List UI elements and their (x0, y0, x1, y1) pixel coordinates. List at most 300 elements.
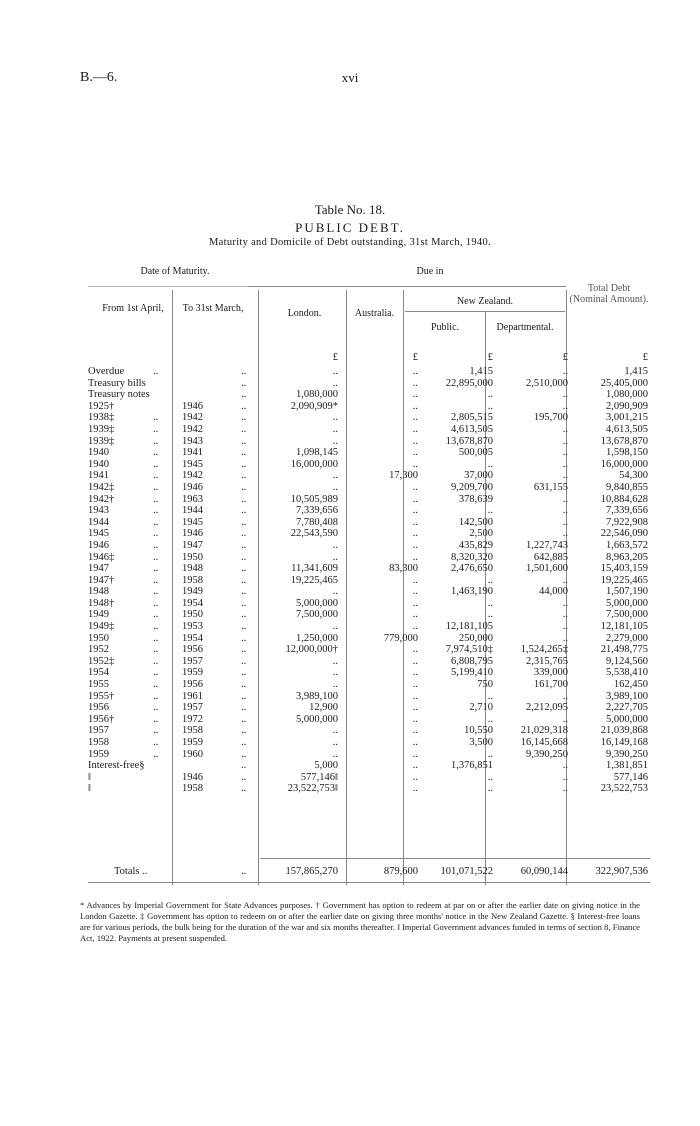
cell-departmental: .. (562, 771, 568, 783)
cell-london: .. (332, 377, 338, 389)
cell-london: 22,543,590 (290, 528, 338, 540)
cell-australia: .. (412, 447, 418, 459)
header-rule-date (88, 286, 248, 287)
cell-from: Treasury bills (88, 377, 146, 389)
cell-departmental: .. (562, 458, 568, 470)
cell-london: .. (332, 481, 338, 493)
cell-australia: 83,300 (389, 563, 418, 575)
table-number: Table No. 18. (314, 202, 386, 217)
cell-from: 1955† (88, 690, 115, 702)
table-row (88, 436, 648, 448)
cell-public: 250,000 (458, 632, 493, 644)
cell-departmental: .. (562, 574, 568, 586)
cell-total: 3,001,215 (606, 412, 648, 424)
cell-public: 1,376,851 (451, 760, 493, 772)
cell-departmental: 339,000 (533, 667, 568, 679)
cell-from: 1948 (88, 586, 109, 598)
cell-d2: .. (241, 423, 247, 435)
table-row (88, 667, 648, 679)
table-row (88, 598, 648, 610)
table-row (88, 494, 648, 506)
cell-d1: .. (153, 423, 159, 435)
cell-public: 750 (477, 679, 493, 691)
cell-public: 2,500 (469, 528, 493, 540)
cell-to: 1946 (182, 481, 203, 493)
cell-london: .. (332, 737, 338, 748)
table-row (88, 389, 648, 401)
cell-d1: .. (153, 458, 159, 470)
cell-from: 1956 (88, 702, 109, 714)
cell-public: 3,500 (469, 737, 493, 748)
cell-to: 1948 (182, 563, 203, 575)
cell-from: 1952‡ (88, 655, 115, 667)
cell-total: 8,963,205 (606, 551, 648, 563)
cell-from: 1947† (88, 574, 115, 586)
cell-public: .. (487, 748, 493, 760)
cell-departmental: 631,155 (533, 481, 568, 493)
cell-departmental: .. (562, 366, 568, 377)
cell-d2: .. (241, 551, 247, 563)
to-heading: To 31st March, (182, 303, 244, 314)
cell-total: 19,225,465 (600, 574, 648, 586)
cell-departmental: .. (562, 400, 568, 412)
cell-from: 1940 (88, 447, 109, 459)
cell-from: 1944 (88, 516, 109, 528)
cell-london: .. (332, 551, 338, 563)
table-row (88, 656, 648, 668)
cell-to: 1942 (182, 470, 203, 482)
cell-d1: .. (153, 725, 159, 737)
cell-departmental: 2,315,765 (526, 655, 568, 667)
cell-total: 2,090,909 (606, 400, 648, 412)
cell-london: .. (332, 655, 338, 667)
cell-from: 1947 (88, 563, 109, 575)
cell-d2: .. (241, 574, 247, 586)
cell-departmental: 2,212,095 (526, 702, 568, 714)
cell-from: 1943 (88, 505, 109, 517)
cell-australia: .. (412, 574, 418, 586)
cell-london: 577,146‖ (300, 771, 338, 783)
cell-public: 5,199,410 (451, 667, 493, 679)
cell-departmental: 16,145,668 (520, 737, 568, 748)
cell-departmental: 21,029,318 (520, 725, 568, 737)
cell-australia: .. (412, 609, 418, 621)
cell-d1: .. (153, 597, 159, 609)
cell-total: 3,989,100 (606, 690, 648, 702)
departmental-heading: Departmental. (496, 322, 554, 333)
cell-d1: .. (153, 481, 159, 493)
table-row (88, 459, 648, 471)
cell-australia: .. (412, 667, 418, 679)
totals-australia: 879,600 (383, 866, 418, 877)
table-row (88, 714, 648, 726)
cell-to: 1960 (182, 748, 203, 760)
cell-london: 5,000,000 (296, 713, 338, 725)
cell-public: 2,476,650 (451, 563, 493, 575)
cell-to: 1942 (182, 412, 203, 424)
cell-public: 9,209,700 (451, 481, 493, 493)
cell-public: .. (487, 505, 493, 517)
cell-d2: .. (241, 667, 247, 679)
cell-departmental: 2,510,000 (526, 377, 568, 389)
table-row (88, 575, 648, 587)
cell-public: .. (487, 713, 493, 725)
cell-to: 1958 (182, 783, 203, 795)
cell-d1: .. (153, 516, 159, 528)
cell-australia: .. (412, 737, 418, 748)
cell-london: 10,505,989 (290, 493, 338, 505)
table-row (88, 621, 648, 633)
cell-london: .. (332, 621, 338, 633)
cell-from: 1950 (88, 632, 109, 644)
cell-london: 12,000,000† (285, 644, 338, 656)
cell-australia: .. (412, 702, 418, 714)
cell-total: 23,522,753 (600, 783, 648, 795)
cell-d2: .. (241, 516, 247, 528)
cell-d2: .. (241, 644, 247, 656)
cell-public: .. (487, 690, 493, 702)
cell-d2: .. (241, 783, 247, 795)
cell-d2: .. (241, 412, 247, 424)
cell-d2: .. (241, 366, 247, 377)
cell-total: 162,450 (613, 679, 648, 691)
cell-departmental: .. (562, 516, 568, 528)
cell-public: .. (487, 783, 493, 795)
cell-london: 16,000,000 (290, 458, 338, 470)
cell-australia: .. (412, 597, 418, 609)
cell-australia: .. (412, 690, 418, 702)
cell-total: 54,300 (619, 470, 648, 482)
cell-public: 1,415 (469, 366, 493, 377)
totals-london: 157,865,270 (285, 866, 338, 877)
cell-departmental: 9,390,250 (526, 748, 568, 760)
cell-d2: .. (241, 632, 247, 644)
cell-public: 142,500 (458, 516, 493, 528)
cell-to: 1941 (182, 447, 203, 459)
cell-from: 1938‡ (88, 412, 115, 424)
cell-total: 2,227,705 (606, 702, 648, 714)
totals-rule (260, 858, 650, 859)
public-unit: £ (487, 352, 493, 363)
table-row (88, 517, 648, 529)
table-row (88, 772, 648, 784)
cell-london: .. (332, 539, 338, 551)
cell-australia: .. (412, 644, 418, 656)
cell-london: 12,900 (309, 702, 338, 714)
cell-d1: .. (153, 528, 159, 540)
departmental-unit: £ (562, 352, 568, 363)
cell-public: .. (487, 389, 493, 401)
cell-d2: .. (241, 748, 247, 760)
table-body (88, 366, 648, 795)
cell-from: Treasury notes (88, 389, 150, 401)
cell-total: 1,663,572 (606, 539, 648, 551)
cell-to: 1954 (182, 632, 203, 644)
cell-d2: .. (241, 400, 247, 412)
cell-public: .. (487, 458, 493, 470)
cell-total: 15,403,159 (600, 563, 648, 575)
cell-australia: .. (412, 505, 418, 517)
cell-to: 1946 (182, 771, 203, 783)
cell-public: 378,639 (458, 493, 493, 505)
cell-public: 13,678,870 (445, 435, 493, 447)
cell-public: 435,829 (458, 539, 493, 551)
cell-from: 1949 (88, 609, 109, 621)
cell-london: .. (332, 667, 338, 679)
cell-d1: .. (153, 679, 159, 691)
cell-total: 22,546,090 (600, 528, 648, 540)
cell-to: 1950 (182, 551, 203, 563)
cell-public: 6,808,795 (451, 655, 493, 667)
cell-to: 1944 (182, 505, 203, 517)
table-row (88, 528, 648, 540)
cell-from: 1948† (88, 597, 115, 609)
cell-public: .. (487, 574, 493, 586)
cell-d1: .. (153, 505, 159, 517)
cell-total: 10,884,628 (600, 493, 648, 505)
cell-departmental: .. (562, 505, 568, 517)
cell-d1: .. (153, 412, 159, 424)
cell-departmental: .. (562, 713, 568, 725)
cell-to: 1943 (182, 435, 203, 447)
cell-departmental: 44,000 (539, 586, 568, 598)
cell-to: 1946 (182, 528, 203, 540)
cell-london: 1,098,145 (296, 447, 338, 459)
cell-d2: .. (241, 597, 247, 609)
cell-d2: .. (241, 655, 247, 667)
cell-d2: .. (241, 493, 247, 505)
totals-departmental: 60,090,144 (520, 866, 568, 877)
cell-london: 2,090,909* (290, 400, 338, 412)
cell-australia: .. (412, 551, 418, 563)
table-row (88, 470, 648, 482)
cell-departmental: .. (562, 597, 568, 609)
cell-total: 21,039,868 (600, 725, 648, 737)
cell-australia: .. (412, 516, 418, 528)
cell-from: 1942† (88, 493, 115, 505)
cell-total: 5,538,410 (606, 667, 648, 679)
cell-d1: .. (153, 609, 159, 621)
cell-d2: .. (241, 458, 247, 470)
cell-london: .. (332, 470, 338, 482)
total-unit: £ (642, 352, 648, 363)
cell-from: 1958 (88, 737, 109, 748)
cell-from: 1957 (88, 725, 109, 737)
cell-from: ‖ (88, 771, 91, 783)
cell-australia: .. (412, 783, 418, 795)
unit-row (88, 352, 648, 364)
cell-australia: .. (412, 389, 418, 401)
cell-london: 7,780,408 (296, 516, 338, 528)
cell-departmental: 1,227,743 (526, 539, 568, 551)
new-zealand-heading: New Zealand. (456, 296, 514, 307)
cell-australia: .. (412, 586, 418, 598)
cell-departmental: .. (562, 435, 568, 447)
totals-dots: .. (241, 866, 247, 877)
cell-total: 1,381,851 (606, 760, 648, 772)
totals-total: 322,907,536 (595, 866, 648, 877)
cell-total: 25,405,000 (600, 377, 648, 389)
cell-d2: .. (241, 505, 247, 517)
cell-d1: .. (153, 737, 159, 748)
cell-to: 1953 (182, 621, 203, 633)
cell-london: .. (332, 412, 338, 424)
totals-label: Totals .. (114, 866, 148, 877)
total-heading: Total Debt (Nominal Amount). (569, 283, 649, 305)
cell-departmental: 642,885 (533, 551, 568, 563)
cell-d2: .. (241, 586, 247, 598)
australia-heading: Australia. (354, 308, 395, 319)
cell-to: 1957 (182, 702, 203, 714)
cell-australia: .. (412, 621, 418, 633)
cell-d1: .. (153, 632, 159, 644)
cell-d1: .. (153, 551, 159, 563)
cell-london: 11,341,609 (291, 563, 338, 575)
cell-public: 8,320,320 (451, 551, 493, 563)
cell-australia: .. (412, 366, 418, 377)
table-row (88, 505, 648, 517)
public-heading: Public. (430, 322, 460, 333)
cell-total: 12,181,105 (600, 621, 648, 633)
table-row (88, 366, 648, 378)
cell-d1: .. (153, 621, 159, 633)
cell-public: .. (487, 597, 493, 609)
cell-departmental: .. (562, 528, 568, 540)
footnote: * Advances by Imperial Government for State Advances purposes. † Government has option to redeem at par on or after the earlier date on giving notice in the London Gazette. ‡ Government has option to redeem on or after the earlier date on giving three months' notice in the New Zealand Gazette. § Interest-free loans are for various periods, the bulk being for the duration of the war and six months thereafter. ‖ Imperial Government advances funded in terms of section 8, Finance Act, 1922. Payments at present suspended. (80, 900, 640, 943)
cell-d1: .. (153, 563, 159, 575)
cell-public: .. (487, 400, 493, 412)
cell-d2: .. (241, 679, 247, 691)
cell-australia: .. (412, 771, 418, 783)
cell-departmental: .. (562, 423, 568, 435)
cell-australia: .. (412, 412, 418, 424)
cell-d1: .. (153, 539, 159, 551)
cell-australia: .. (412, 713, 418, 725)
cell-to: 1946 (182, 400, 203, 412)
cell-total: 9,124,560 (606, 655, 648, 667)
cell-d2: .. (241, 609, 247, 621)
cell-to: 1958 (182, 725, 203, 737)
cell-from: 1952 (88, 644, 109, 656)
cell-d2: .. (241, 389, 247, 401)
cell-australia: 779,000 (383, 632, 418, 644)
cell-d1: .. (153, 574, 159, 586)
cell-total: 7,339,656 (606, 505, 648, 517)
table-row (88, 749, 648, 761)
cell-from: 1942‡ (88, 481, 115, 493)
cell-australia: .. (412, 423, 418, 435)
table-row (88, 783, 648, 795)
australia-unit: £ (412, 352, 418, 363)
cell-departmental: .. (562, 760, 568, 772)
table-row (88, 424, 648, 436)
table-row (88, 447, 648, 459)
cell-from: 1939‡ (88, 423, 115, 435)
cell-departmental: .. (562, 389, 568, 401)
cell-public: 22,895,000 (445, 377, 493, 389)
cell-departmental: .. (562, 447, 568, 459)
table-row (88, 644, 648, 656)
cell-london: 19,225,465 (290, 574, 338, 586)
cell-from: 1941 (88, 470, 109, 482)
cell-total: 21,498,775 (600, 644, 648, 656)
table-row (88, 482, 648, 494)
cell-public: 1,463,190 (451, 586, 493, 598)
cell-london: .. (332, 435, 338, 447)
cell-from: 1945 (88, 528, 109, 540)
date-of-maturity-heading: Date of Maturity. (140, 266, 210, 277)
cell-australia: .. (412, 679, 418, 691)
cell-public: 2,710 (469, 702, 493, 714)
cell-departmental: .. (562, 632, 568, 644)
cell-total: 2,279,000 (606, 632, 648, 644)
cell-d1: .. (153, 713, 159, 725)
cell-to: 1963 (182, 493, 203, 505)
cell-to: 1972 (182, 713, 203, 725)
cell-to: 1949 (182, 586, 203, 598)
cell-departmental: 1,501,600 (526, 563, 568, 575)
cell-departmental: .. (562, 621, 568, 633)
cell-london: 5,000 (314, 760, 338, 772)
cell-d1: .. (153, 366, 159, 377)
cell-d2: .. (241, 563, 247, 575)
table-row (88, 702, 648, 714)
cell-departmental: 1,524,265‡ (520, 644, 568, 656)
cell-public: .. (487, 609, 493, 621)
cell-d2: .. (241, 435, 247, 447)
table-row (88, 401, 648, 413)
cell-d2: .. (241, 725, 247, 737)
cell-total: 7,922,908 (606, 516, 648, 528)
table-row (88, 540, 648, 552)
cell-australia: .. (412, 655, 418, 667)
cell-public: 2,805,515 (451, 412, 493, 424)
cell-london: 7,500,000 (296, 609, 338, 621)
cell-london: 5,000,000 (296, 597, 338, 609)
cell-australia: .. (412, 377, 418, 389)
cell-d2: .. (241, 470, 247, 482)
cell-from: 1956† (88, 713, 115, 725)
cell-from: 1954 (88, 667, 109, 679)
cell-to: 1959 (182, 667, 203, 679)
cell-london: .. (332, 423, 338, 435)
table-row (88, 679, 648, 691)
cell-to: 1950 (182, 609, 203, 621)
cell-australia: .. (412, 400, 418, 412)
cell-d1: .. (153, 667, 159, 679)
cell-public: 500,005 (458, 447, 493, 459)
cell-public: 12,181,105 (445, 621, 493, 633)
cell-d2: .. (241, 528, 247, 540)
cell-australia: .. (412, 539, 418, 551)
cell-london: .. (332, 748, 338, 760)
cell-total: 4,613,505 (606, 423, 648, 435)
cell-d2: .. (241, 481, 247, 493)
cell-to: 1956 (182, 644, 203, 656)
table-row (88, 609, 648, 621)
cell-to: 1956 (182, 679, 203, 691)
totals-row (88, 866, 648, 878)
cell-total: 9,390,250 (606, 748, 648, 760)
table-subheading: Maturity and Domicile of Debt outstanding, 31st March, 1940. (209, 237, 491, 248)
cell-d1: .. (153, 586, 159, 598)
table-row (88, 378, 648, 390)
cell-from: 1959 (88, 748, 109, 760)
cell-australia: .. (412, 748, 418, 760)
cell-d1: .. (153, 655, 159, 667)
cell-to: 1958 (182, 574, 203, 586)
cell-d1: .. (153, 644, 159, 656)
